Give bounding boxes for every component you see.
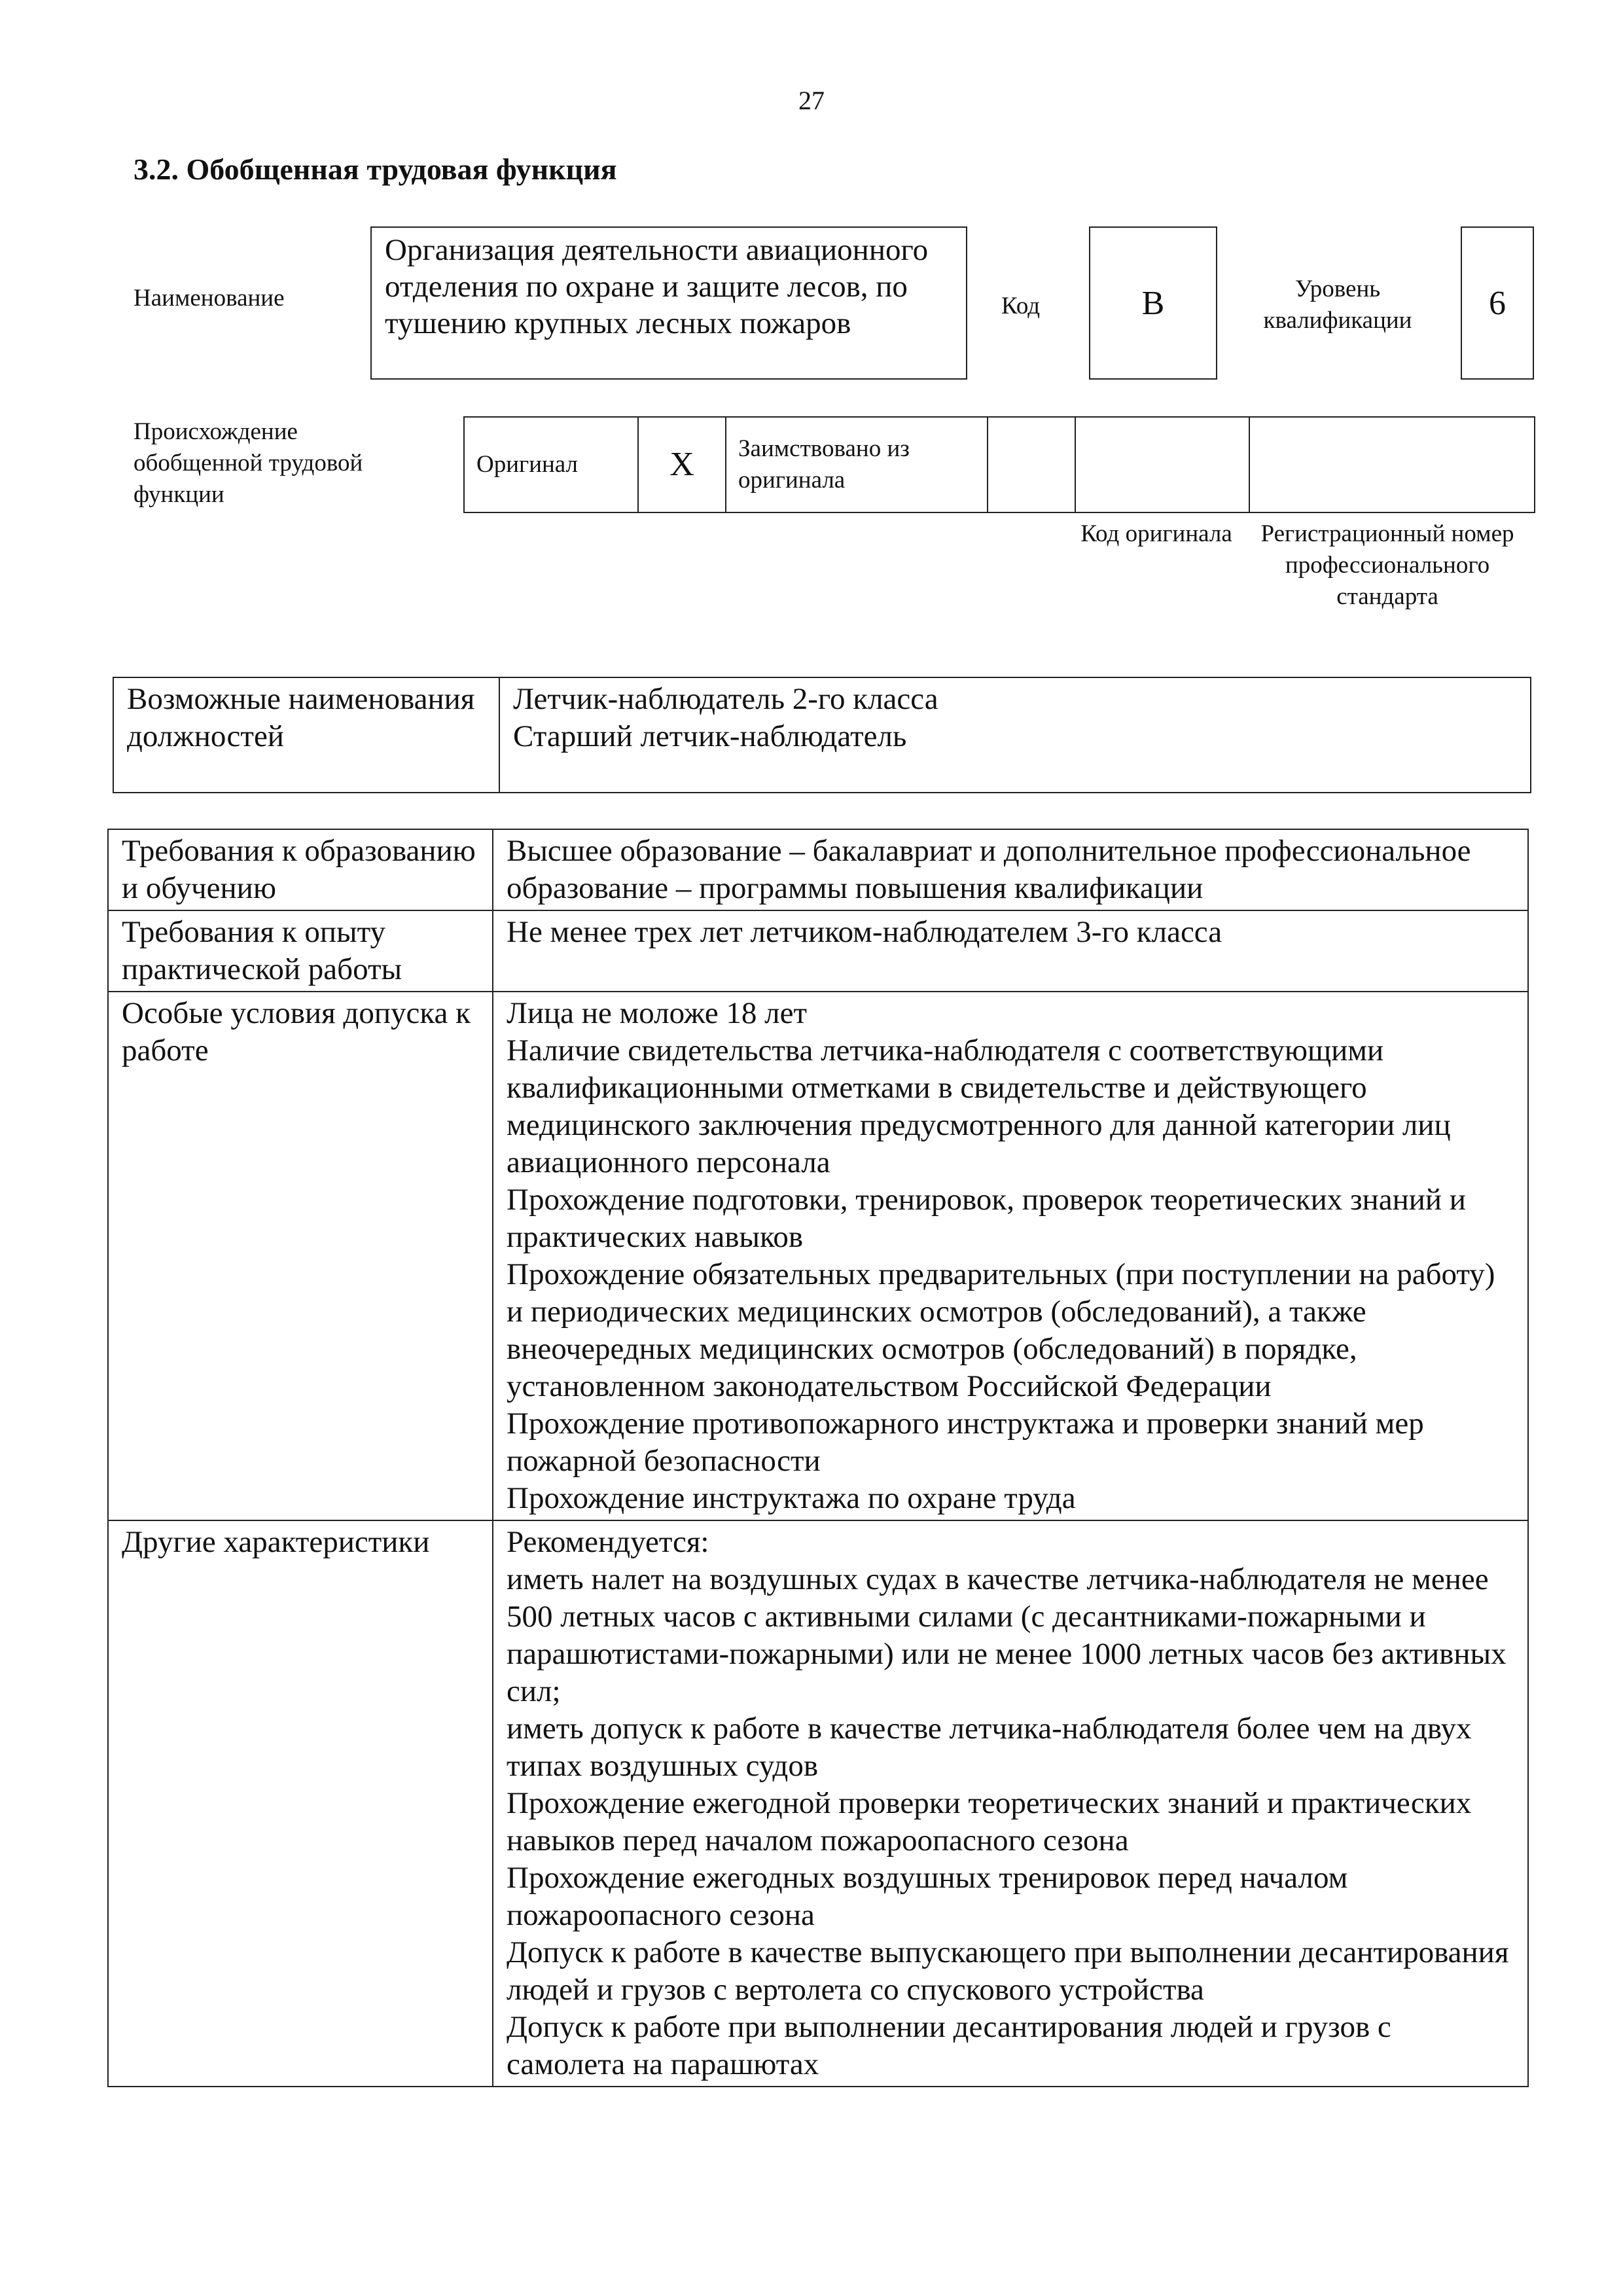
requirement-line: Лица не моложе 18 лет — [507, 996, 808, 1030]
requirement-value-other — [493, 1520, 1528, 2087]
origin-borrowed-label: Заимствовано из оригинала — [726, 417, 988, 512]
requirement-label-other: Другие характеристики — [108, 1520, 493, 2087]
requirement-value-experience — [493, 910, 1528, 992]
origin-code-cell — [1075, 417, 1249, 512]
requirement-line: иметь допуск к работе в качестве летчика-наблюдателя более чем на двух типах воздушных судов — [507, 1712, 1472, 1783]
requirement-value-conditions — [493, 992, 1528, 1520]
requirement-line: Прохождение обязательных предварительных (при поступлении на работу) и периодических медицинских осмотров (обследований), а также внеочередных медицинских осмотров (обследований) в порядке, установленном законодательством Российской Федерации — [507, 1257, 1495, 1403]
requirement-line: Прохождение противопожарного инструктажа и проверки знаний мер пожарной безопасности — [507, 1407, 1424, 1478]
origin-reg-caption: Регистрационный номер профессионального стандарта — [1260, 520, 1514, 610]
requirement-line: Не менее трех лет летчиком-наблюдателем 3-го класса — [507, 915, 1222, 949]
name-label: Наименование — [134, 285, 285, 312]
level-label: Уровень квалификации — [1263, 276, 1412, 334]
page-number: 27 — [798, 86, 825, 115]
level-value: 6 — [1461, 226, 1534, 380]
table-row — [108, 829, 1528, 910]
positions-label: Возможные наименования должностей — [113, 677, 499, 793]
section-title: 3.2. Обобщенная трудовая функция — [134, 152, 617, 186]
origin-original-label: Оригинал — [464, 417, 638, 512]
table-row — [108, 992, 1528, 1520]
origin-reg-number-cell — [1249, 417, 1535, 512]
requirement-line: Прохождение подготовки, тренировок, проверок теоретических знаний и практических навыков — [507, 1183, 1466, 1254]
positions-table — [113, 677, 1531, 793]
requirement-line: Высшее образование – бакалавриат и дополнительное профессиональное образование – программы повышения квалификации — [507, 834, 1471, 905]
name-value: Организация деятельности авиационного отделения по охране и защите лесов, по тушению крупных лесных пожаров — [370, 226, 967, 380]
table-row — [108, 910, 1528, 992]
requirement-line: иметь налет на воздушных судах в качестве летчика-наблюдателя не менее 500 летных часов с активными силами (с десантниками-пожарными и парашютистами-пожарными) или не менее 1000 летных часов без активных сил; — [507, 1562, 1507, 1708]
positions-list — [499, 677, 1531, 793]
requirement-line: Рекомендуется: — [507, 1525, 709, 1559]
requirement-label-conditions: Особые условия допуска к работе — [108, 992, 493, 1520]
position-item: Летчик-наблюдатель 2-го класса — [513, 682, 938, 716]
origin-code-caption: Код оригинала — [1080, 520, 1232, 547]
position-item: Старший летчик-наблюдатель — [513, 719, 907, 753]
code-label: Код — [1001, 293, 1041, 319]
origin-table — [463, 416, 1535, 513]
requirement-line: Допуск к работе при выполнении десантирования людей и грузов с самолета на парашютах — [507, 2010, 1391, 2081]
origin-blank-cell — [988, 417, 1075, 512]
table-row — [108, 1520, 1528, 2087]
requirement-value-education — [493, 829, 1528, 910]
code-value: B — [1089, 226, 1217, 380]
requirement-line: Наличие свидетельства летчика-наблюдателя с соответствующими квалификационными отметками в свидетельстве и действующего медицинского заключения предусмотренного для данной категории лиц авиационного персонала — [507, 1033, 1451, 1179]
requirement-label-education: Требования к образованию и обучению — [108, 829, 493, 910]
origin-original-mark: X — [638, 417, 726, 512]
origin-label: Происхождение обобщенной трудовой функции — [134, 418, 363, 508]
requirement-label-experience: Требования к опыту практической работы — [108, 910, 493, 992]
requirement-line: Прохождение ежегодных воздушных тренировок перед началом пожароопасного сезона — [507, 1861, 1348, 1932]
requirement-line: Допуск к работе в качестве выпускающего при выполнении десантирования людей и грузов с вертолета со спускового устройства — [507, 1935, 1509, 2007]
requirement-line: Прохождение инструктажа по охране труда — [507, 1481, 1076, 1515]
requirements-table — [107, 829, 1529, 2087]
requirement-line: Прохождение ежегодной проверки теоретических знаний и практических навыков перед началом пожароопасного сезона — [507, 1786, 1472, 1857]
